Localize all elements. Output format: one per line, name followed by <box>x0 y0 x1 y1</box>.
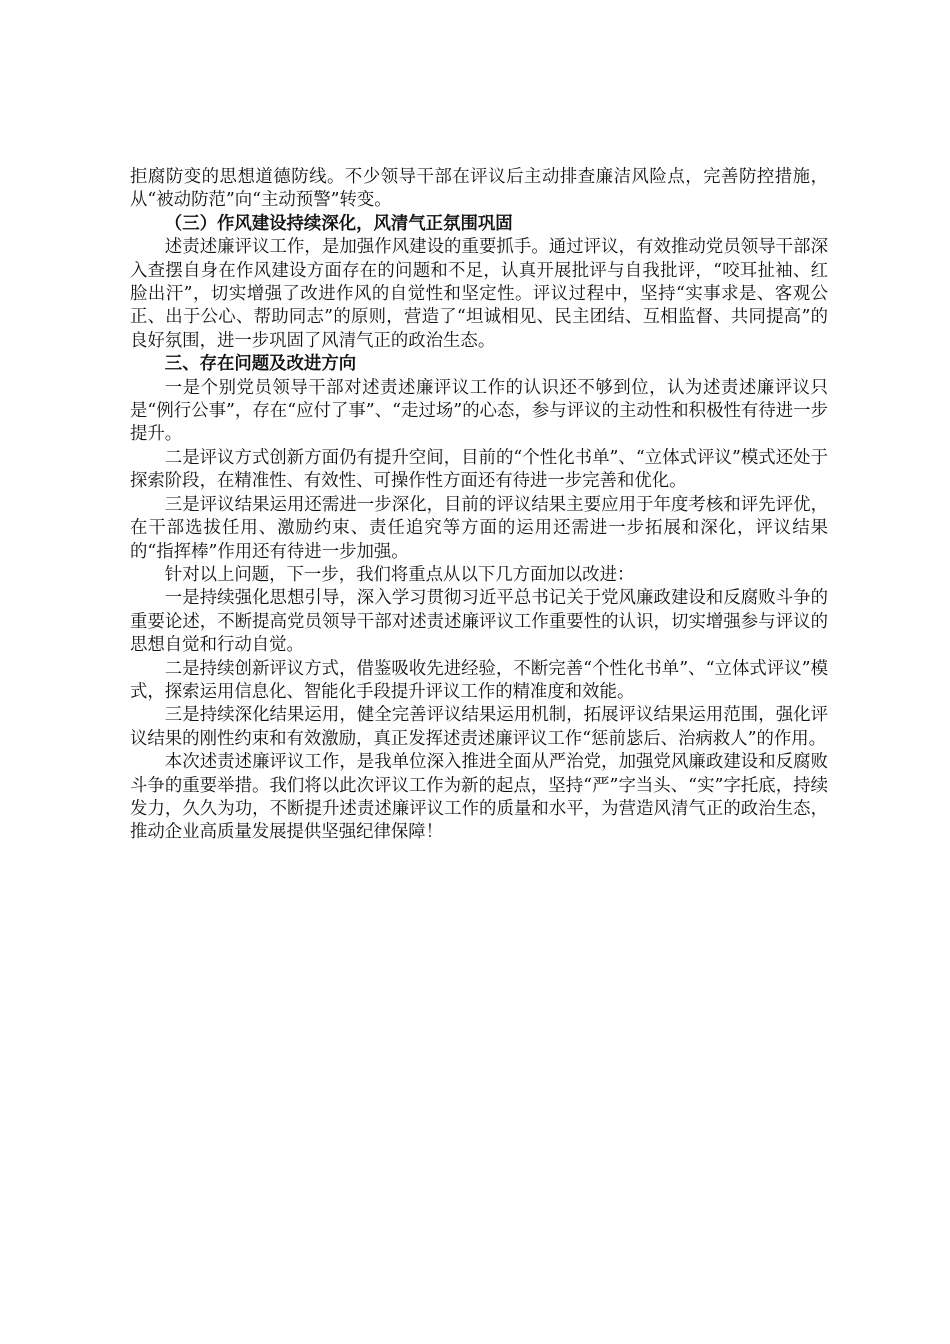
paragraph-improvement-3: 三是持续深化结果运用，健全完善评议结果运用机制，拓展评议结果运用范围，强化评议结果的刚性约束和有效激励，真正发挥述责述廉评议工作“惩前毖后、治病救人”的作用。 <box>130 705 828 749</box>
paragraph-conclusion: 本次述责述廉评议工作，是我单位深入推进全面从严治党，加强党风廉政建设和反腐败斗争的重要举措。我们将以此次评议工作为新的起点，坚持“严”字当头、“实”字托底，持续发力，久久为功，不断提升述责述廉评议工作的质量和水平，为营造风清气正的政治生态，推动企业高质量发展提供坚强纪律保障！ <box>130 752 828 843</box>
paragraph-problem-3: 三是评议结果运用还需进一步深化，目前的评议结果主要应用于年度考核和评先评优，在干部选拔任用、激励约束、责任追究等方面的运用还需进一步拓展和深化，评议结果的“指挥棒”作用还有待进一步加强。 <box>130 494 828 562</box>
section-heading-problems: 三、存在问题及改进方向 <box>164 354 357 375</box>
paragraph-improvement-1: 一是持续强化思想引导，深入学习贯彻习近平总书记关于党风廉政建设和反腐败斗争的重要论述，不断提高党员领导干部对述责述廉评议工作重要性的认识，切实增强参与评议的思想自觉和行动自觉。 <box>130 588 828 656</box>
paragraph-style-building: 述责述廉评议工作，是加强作风建设的重要抓手。通过评议，有效推动党员领导干部深入查摆自身在作风建设方面存在的问题和不足，认真开展批评与自我批评，“咬耳扯袖、红脸出汗”，切实增强了改进作风的自觉性和坚定性。评议过程中，坚持“实事求是、客观公正、出于公心、帮助同志”的原则，营造了“坦诚相见、民主团结、互相监督、共同提高”的良好氛围，进一步巩固了风清气正的政治生态。 <box>130 237 828 351</box>
paragraph-problem-1: 一是个别党员领导干部对述责述廉评议工作的认识还不够到位，认为述责述廉评议只是“例行公事”，存在“应付了事”、“走过场”的心态，参与评议的主动性和积极性有待进一步提升。 <box>130 377 828 445</box>
document-body <box>130 166 828 845</box>
section-heading-3: （三）作风建设持续深化，风清气正氛围巩固 <box>164 213 513 234</box>
paragraph-improvement-2: 二是持续创新评议方式，借鉴吸收先进经验，不断完善“个性化书单”、“立体式评议”模式，探索运用信息化、智能化手段提升评议工作的精准度和效能。 <box>130 658 828 702</box>
paragraph-problem-2: 二是评议方式创新方面仍有提升空间，目前的“个性化书单”、“立体式评议”模式还处于探索阶段，在精准性、有效性、可操作性方面还有待进一步完善和优化。 <box>130 447 828 492</box>
paragraph-next-steps-intro: 针对以上问题，下一步，我们将重点从以下几方面加以改进： <box>164 564 635 585</box>
paragraph-continuation: 拒腐防变的思想道德防线。不少领导干部在评议后主动排查廉洁风险点，完善防控措施，从“被动防范”向“主动预警”转变。 <box>130 167 828 211</box>
